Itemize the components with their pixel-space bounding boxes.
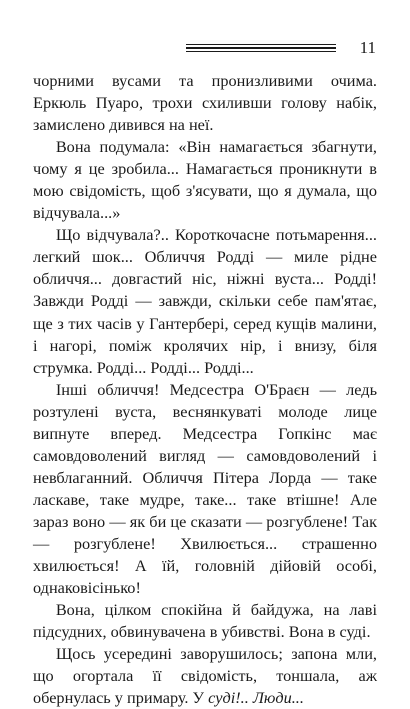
header-rule-top [186,44,336,45]
paragraph-3: Що відчувала?.. Короткочасне потьмарення... легкий шок... Обличчя Родді — миле рідне обличчя... довгастий ніс, ніжні вуста... Родді! Завжди Родді — завжди, скільки себе пам'ятає, ще з тих часів у Гантербері, серед кущів малини, і нагорі, поміж кролячих нір, і внизу, біля струмка. Родді... Родді... Родді... [33,225,377,377]
paragraph-5: Вона, цілком спокійна й байдужа, на лаві підсудних, обвинувачена в убивстві. Вона в суді. [33,600,377,642]
paragraph-2: Вона подумала: «Він намагається збагнути, чому я це зробила... Намагається проникнути в мою свідомість, щоб з'ясувати, що я думала, що відчувала...» [33,137,377,223]
paragraph-4: Інші обличчя! Медсестра О'Браєн — ледь розтулені вуста, веснянкуваті молоде лице випнуте вперед. Медсестра Гопкінс має самовдоволений вигляд — самовдоволений і невблаганний. Обличчя Пітера Лорда — таке ласкаве, таке мудре, таке... таке втішне! Але зараз воно — як би це сказати — розгублене! Так — розгублене! Хвилюється... страшенно хвилюється! А їй, головній дійовій особі, однаковісінько! [33,379,377,598]
paragraph-1: чорними вусами та пронизливими очима. Еркюль Пуаро, трохи схиливши голову набік, замислено дивився на неї. [33,71,377,135]
page-number: 11 [359,38,376,57]
paragraph-6-italic: суді!.. Люди... [208,688,304,708]
paragraph-6 [33,643,377,709]
header-rule-middle [186,47,336,49]
body-text [33,70,377,709]
header-rule-bottom [186,51,336,52]
paragraph-6-text: Щось усередині заворушилось; запона мли, що огортала її свідомість, тоншала, аж обернулась у примару. У [33,644,377,708]
running-header [186,38,376,58]
